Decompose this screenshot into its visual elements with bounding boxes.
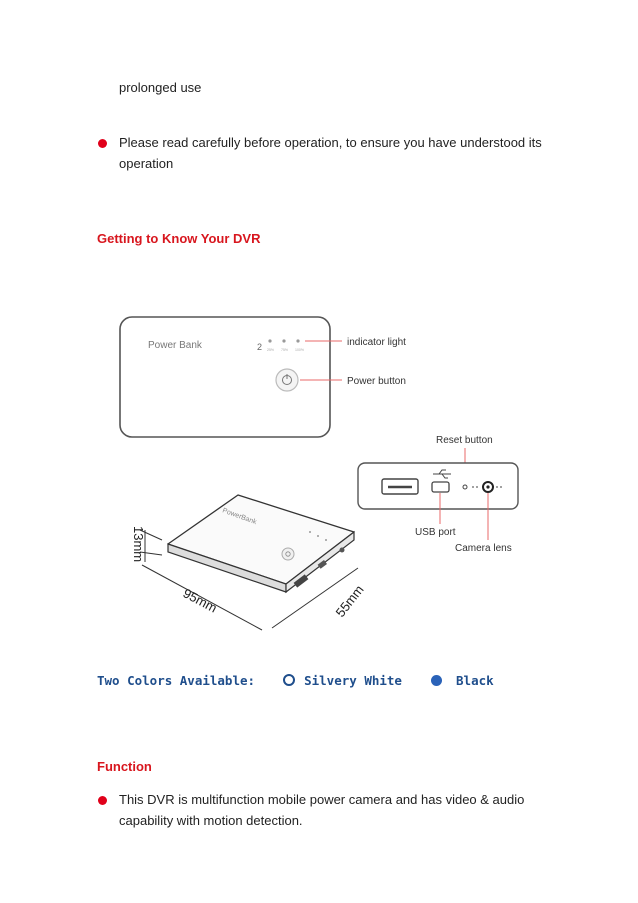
bullet-icon xyxy=(98,796,107,805)
colors-available-line xyxy=(97,673,494,688)
small-device-label: PowerBank xyxy=(221,507,258,527)
reset-button-label: Reset button xyxy=(436,435,493,446)
svg-text:2: 2 xyxy=(257,342,263,352)
mini-usb-port-icon xyxy=(432,482,449,492)
bullet-text-line: capability with motion detection. xyxy=(119,813,303,828)
usb-port-label: USB port xyxy=(415,527,456,538)
device-label: Power Bank xyxy=(148,340,202,351)
bullet-text-line: This DVR is multifunction mobile power camera and has video & audio xyxy=(119,792,525,807)
section-heading-getting-to-know: Getting to Know Your DVR xyxy=(97,231,261,246)
bullet-text-line: Please read carefully before operation, to ensure you have understood its xyxy=(119,135,542,150)
svg-text:25%: 25% xyxy=(267,348,275,352)
dimension-width: 55mm xyxy=(332,582,367,620)
continuation-text: prolonged use xyxy=(119,80,202,95)
power-button-label: Power button xyxy=(347,376,406,387)
section-heading-function: Function xyxy=(97,759,152,774)
dvr-diagram xyxy=(110,300,530,640)
svg-text:75%: 75% xyxy=(281,348,289,352)
bullet-text-line: operation xyxy=(119,156,174,171)
dimension-height: 13mm xyxy=(131,526,146,563)
device-perspective-view xyxy=(168,495,354,592)
svg-text:100%: 100% xyxy=(295,348,304,352)
radio-dot-icon xyxy=(431,675,442,686)
colors-label: Two Colors Available: xyxy=(97,673,256,688)
dimension-length: 95mm xyxy=(180,585,220,616)
radio-ring-icon xyxy=(283,674,295,686)
color-option-black: Black xyxy=(456,673,494,688)
power-button-icon xyxy=(276,369,298,391)
bullet-icon xyxy=(98,139,107,148)
color-option-silvery-white: Silvery White xyxy=(304,673,402,688)
camera-lens-label: Camera lens xyxy=(455,543,512,554)
indicator-light-label: indicator light xyxy=(347,337,406,348)
device-front-view xyxy=(120,317,330,437)
